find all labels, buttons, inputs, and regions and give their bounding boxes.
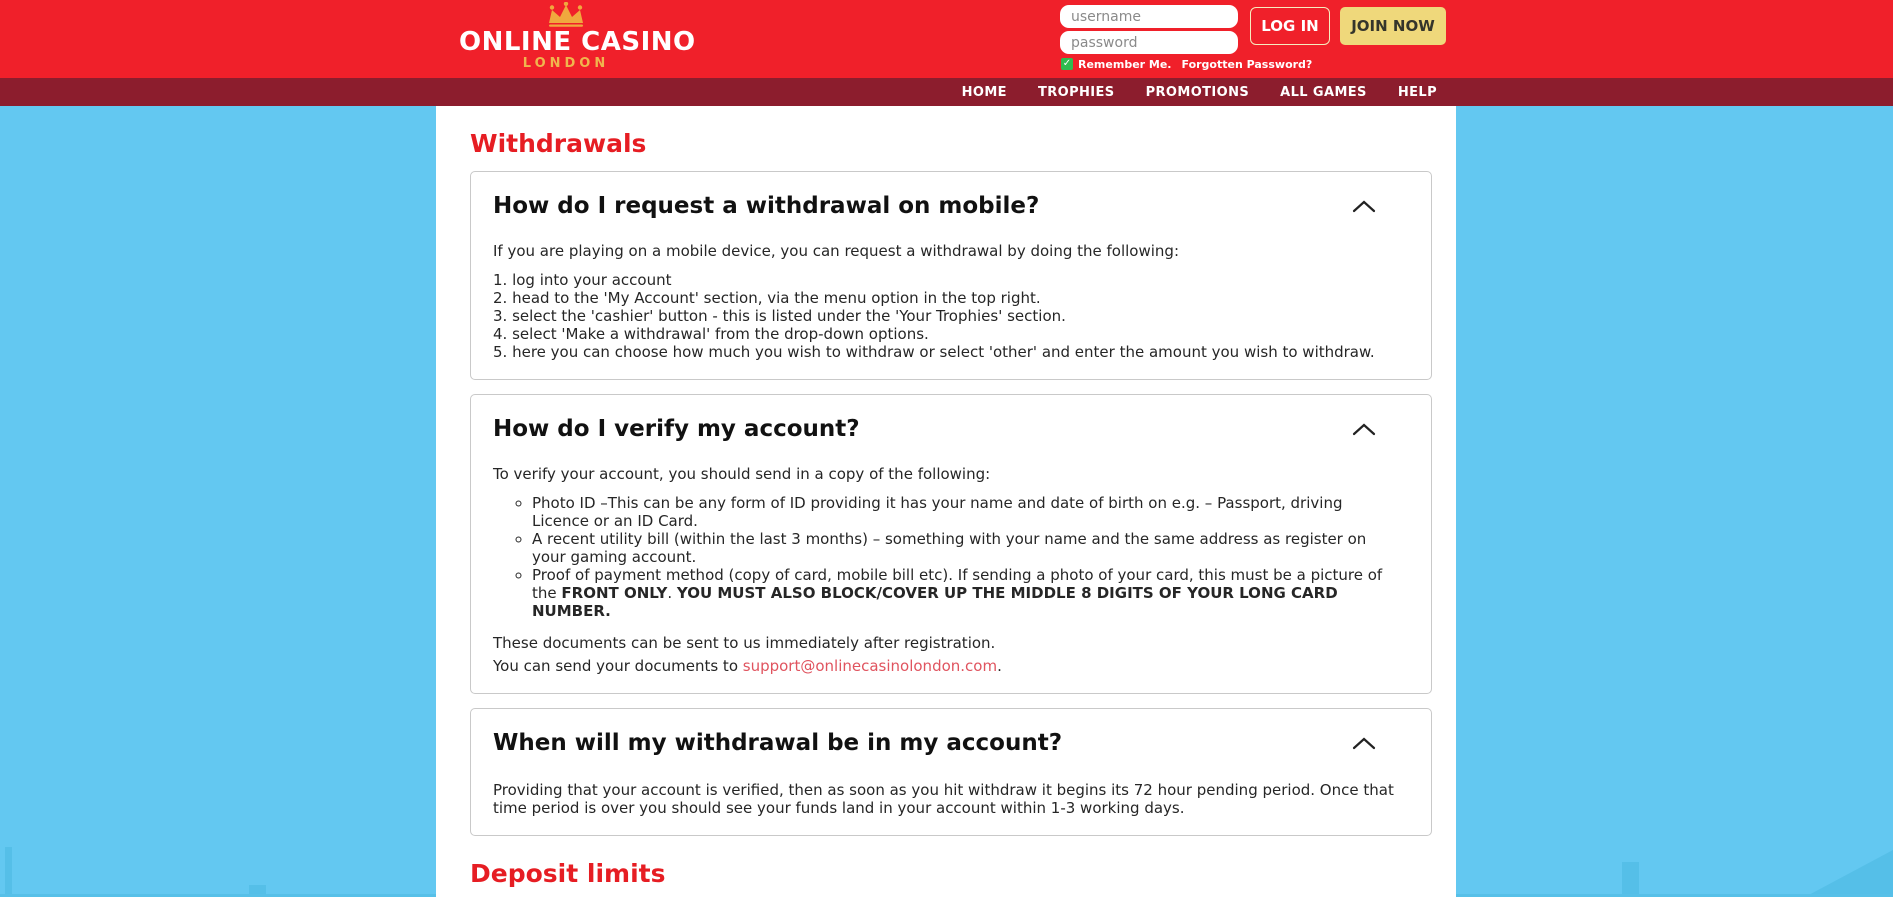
deposit-limits-section-title: Deposit limits — [470, 859, 666, 888]
skyline-building — [5, 847, 12, 897]
faq-answer-text: Providing that your account is verified, then as soon as you hit withdraw it begins its 72 hour pending period. Once that time period is over you should see your funds land in your account within 1-3 working days. — [493, 781, 1394, 817]
faq-intro-text: If you are playing on a mobile device, you can request a withdrawal by doing the following: — [493, 242, 1180, 260]
faq-card-header[interactable] — [493, 729, 1403, 757]
log-in-button[interactable]: LOG IN — [1250, 7, 1330, 45]
chevron-up-icon[interactable] — [1351, 199, 1377, 214]
faq-question: How do I verify my account? — [493, 416, 860, 442]
remember-me-label[interactable]: Remember Me. — [1078, 57, 1172, 71]
withdrawal-step: 4. select 'Make a withdrawal' from the drop-down options. — [493, 325, 929, 343]
crown-icon — [459, 1, 673, 28]
skyline-building — [1622, 862, 1639, 897]
chevron-up-icon[interactable] — [1351, 422, 1377, 437]
support-email-link[interactable]: support@onlinecasinolondon.com — [742, 657, 998, 675]
faq-question: How do I request a withdrawal on mobile? — [493, 193, 1040, 219]
logo-subtitle: LONDON — [522, 56, 610, 71]
main-nav — [0, 78, 1893, 106]
chevron-up-icon[interactable] — [1351, 736, 1377, 751]
remember-me-row — [1061, 57, 1312, 71]
nav-items — [962, 78, 1437, 106]
document-list-item: ◦ A recent utility bill (within the last 3 months) – something with your name and the same address as register on your gaming account. — [532, 530, 1403, 566]
documents-note-text: These documents can be sent to us immediately after registration. — [493, 634, 996, 652]
faq-answer — [493, 465, 1403, 675]
username-input[interactable] — [1060, 5, 1238, 28]
faq-question: When will my withdrawal be in my account? — [493, 730, 1063, 756]
withdrawal-step: 5. here you can choose how much you wish to withdraw or select 'other' and enter the amount you wish to withdraw. — [493, 343, 1375, 361]
withdrawal-step: 3. select the 'cashier' button - this is listed under the 'Your Trophies' section. — [493, 307, 1066, 325]
faq-card-header[interactable] — [493, 415, 1403, 443]
nav-item-all-games[interactable]: ALL GAMES — [1280, 84, 1367, 100]
document-list-item: ◦ Photo ID –This can be any form of ID providing it has your name and date of birth on e.g. – Passport, driving Licence or an ID Card. — [532, 494, 1403, 530]
withdrawal-step: 1. log into your account — [493, 271, 672, 289]
nav-item-home[interactable]: HOME — [961, 84, 1007, 100]
withdrawal-steps-list — [493, 271, 1403, 361]
verification-documents-list — [493, 494, 1403, 620]
site-logo[interactable] — [459, 1, 696, 71]
faq-answer — [493, 242, 1403, 361]
header-bar — [0, 0, 1893, 78]
faq-answer — [493, 781, 1403, 817]
faq-card-withdrawal-timing — [470, 708, 1432, 836]
join-now-button[interactable]: JOIN NOW — [1340, 7, 1446, 45]
remember-me-checkbox[interactable]: ✓ — [1062, 58, 1072, 69]
withdrawal-step: 2. head to the 'My Account' section, via the menu option in the top right. — [493, 289, 1041, 307]
nav-item-help[interactable]: HELP — [1397, 84, 1437, 100]
password-input[interactable] — [1060, 31, 1238, 54]
faq-card-request-withdrawal-mobile — [470, 171, 1432, 380]
nav-item-promotions[interactable]: PROMOTIONS — [1145, 84, 1250, 100]
faq-intro-text: To verify your account, you should send in a copy of the following: — [493, 465, 991, 483]
nav-item-trophies[interactable]: TROPHIES — [1037, 84, 1115, 100]
document-list-item: ◦ Proof of payment method (copy of card, mobile bill etc). If sending a photo of your card, this must be a picture of the FRONT ONLY. YOU MUST ALSO BLOCK/COVER UP THE MIDDLE 8 DIGITS OF YOUR LONG CARD NUMBER. — [532, 566, 1403, 620]
send-documents-text: You can send your documents to support@onlinecasinolondon.com. — [493, 657, 1002, 675]
forgotten-password-link[interactable]: Forgotten Password? — [1181, 57, 1313, 71]
skyline-building — [1805, 850, 1893, 897]
faq-card-header[interactable] — [493, 192, 1403, 220]
logo-title: ONLINE CASINO — [459, 27, 696, 57]
content-column — [436, 106, 1456, 897]
withdrawals-section-title: Withdrawals — [470, 129, 647, 158]
faq-card-verify-account — [470, 394, 1432, 694]
